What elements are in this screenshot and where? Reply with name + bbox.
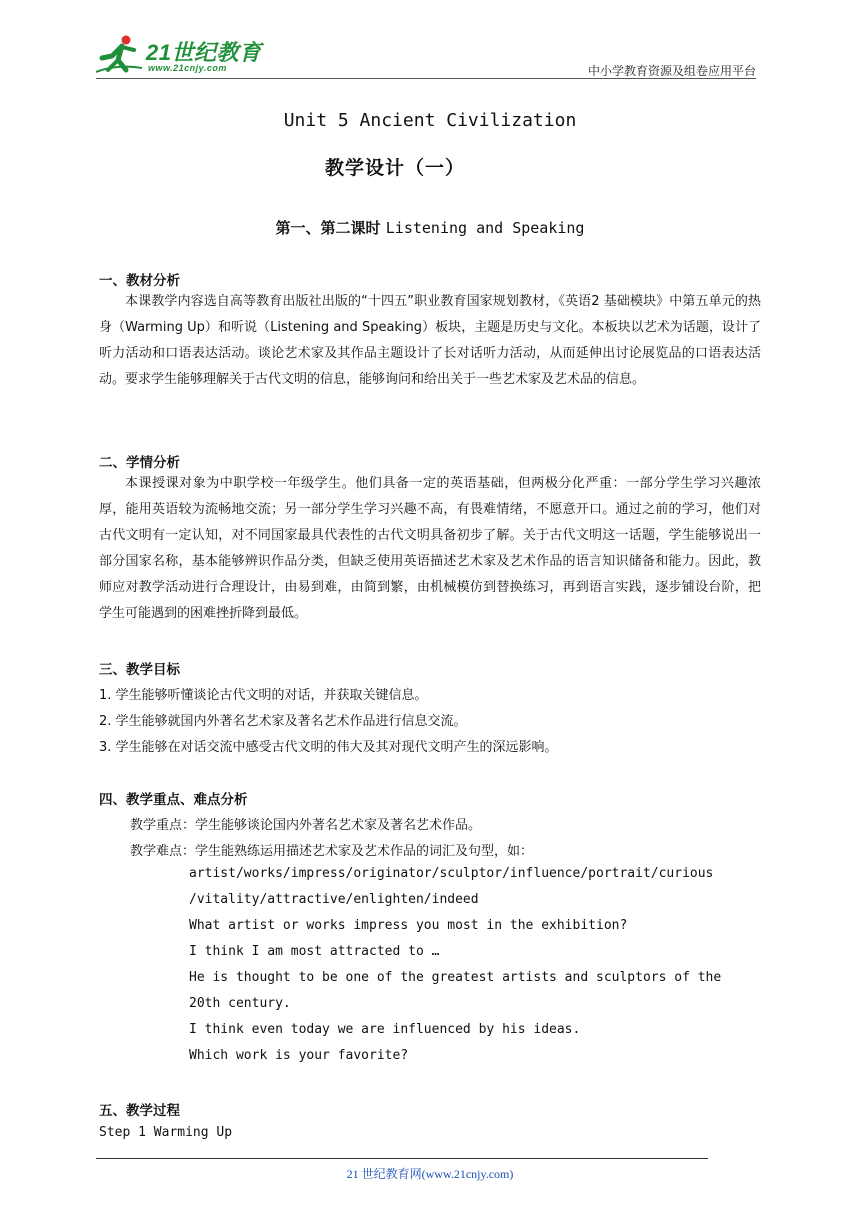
- section-body: 本课授课对象为中职学校一年级学生。他们具备一定的英语基础，但两极分化严重：一部分学生学习兴趣浓厚，能用英语较为流畅地交流；另一部分学生学习兴趣不高，有畏难情绪，不愿意开口。通过之前的学习，他们对古代文明有一定认知，对不同国家最具代表性的古代文明具备初步了解。关于古代文明这一话题，学生能够说出一部分国家名称，基本能够辨识作品分类，但缺乏使用英语描述艺术家及艺术作品的语言知识储备和能力。因此，教师应对教学活动进行合理设计，由易到难，由简到繁，由机械模仿到替换练习，再到语言实践，逐步铺设台阶，把学生可能遇到的困难挫折降到最低。: [99, 476, 761, 621]
- subtitle-en: Listening and Speaking: [385, 219, 585, 237]
- difficulty-point: 教学难点：学生能熟练运用描述艺术家及艺术作品的词汇及句型，如：: [130, 844, 534, 859]
- unit-title: Unit 5 Ancient Civilization: [283, 110, 577, 131]
- example-line: artist/works/impress/originator/sculptor/influence/portrait/curious: [189, 866, 714, 881]
- section-heading: 五、教学过程: [99, 1103, 180, 1119]
- header-divider: [96, 78, 756, 79]
- example-line: I think even today we are influenced by his ideas.: [189, 1022, 581, 1037]
- page-header: [96, 30, 756, 80]
- subtitle-cn: 第一、第二课时: [275, 219, 381, 237]
- example-line: What artist or works impress you most in the exhibition?: [189, 918, 628, 933]
- site-logo[interactable]: [96, 30, 266, 78]
- example-line: 20th century.: [189, 996, 291, 1011]
- lesson-subtitle: [0, 217, 860, 238]
- example-line: He is thought to be one of the greatest artists and sculptors of the: [189, 970, 722, 985]
- example-line: I think I am most attracted to …: [189, 944, 440, 959]
- logo-url: www.21cnjy.com: [148, 63, 227, 73]
- design-title: 教学设计（一）: [324, 157, 465, 179]
- platform-name: 中小学教育资源及组卷应用平台: [587, 64, 756, 78]
- section-heading: 四、教学重点、难点分析: [99, 792, 248, 808]
- footer-divider: [96, 1158, 708, 1159]
- objective-item: 2. 学生能够就国内外著名艺术家及著名艺术作品进行信息交流。: [99, 714, 467, 729]
- runner-logo-icon: [96, 34, 144, 74]
- step-heading: Step 1 Warming Up: [99, 1125, 233, 1140]
- section-body: 本课教学内容选自高等教育出版社出版的“十四五”职业教育国家规划教材，《英语2 基础模块》中第五单元的热身（Warming Up）和听说（Listening and Speaking）板块，主题是历史与文化。本板块以艺术为话题，设计了听力活动和口语表达活动。谈论艺术家及其作品主题设计了长对话听力活动，从而延伸出讨论展览品的口语表达活动。要求学生能够理解关于古代文明的信息，能够询问和给出关于一些艺术家及艺术品的信息。: [99, 294, 761, 387]
- section-heading: 一、教材分析: [99, 273, 180, 289]
- example-line: /vitality/attractive/enlighten/indeed: [189, 892, 479, 907]
- key-point: 教学重点：学生能够谈论国内外著名艺术家及著名艺术作品。: [130, 818, 482, 833]
- logo-wordmark: 21世纪教育: [146, 40, 262, 65]
- objective-item: 1. 学生能够听懂谈论古代文明的对话，并获取关键信息。: [99, 688, 428, 703]
- example-line: Which work is your favorite?: [189, 1048, 409, 1063]
- section-heading: 三、教学目标: [99, 662, 180, 678]
- objective-item: 3. 学生能够在对话交流中感受古代文明的伟大及其对现代文明产生的深远影响。: [99, 740, 558, 755]
- section-heading: 二、学情分析: [99, 455, 180, 471]
- footer-link[interactable]: 21 世纪教育网(www.21cnjy.com): [346, 1167, 514, 1181]
